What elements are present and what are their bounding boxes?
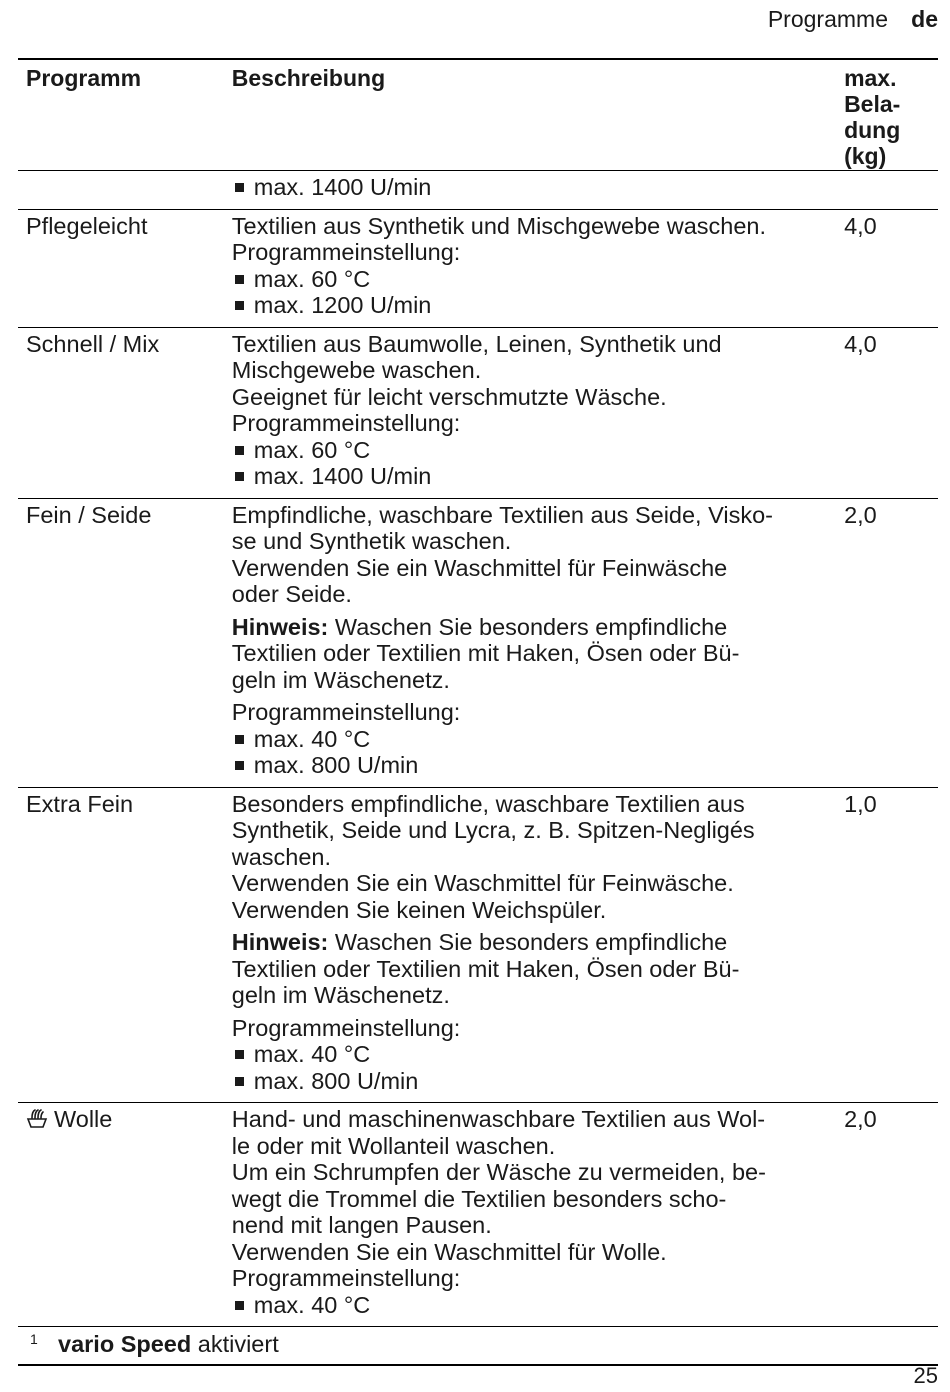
program-name: Pflegeleicht: [26, 212, 148, 239]
program-name-cell: [18, 1106, 228, 1318]
description-line: Programmeinstellung:: [231, 410, 461, 436]
footnote-mark: 1: [30, 1331, 38, 1347]
description-line: Textilien aus Baumwolle, Leinen, Synthetik und: [231, 330, 722, 357]
description-line: Verwenden Sie ein Waschmittel für Wolle.: [231, 1238, 667, 1265]
description-cell: [228, 1106, 830, 1318]
bullet-item: [232, 266, 830, 293]
load-header-line: (kg): [844, 143, 887, 169]
program-name: Extra Fein: [26, 790, 134, 817]
table-row: [18, 499, 938, 788]
description-line: Textilien oder Textilien mit Haken, Ösen oder Bü-: [231, 955, 740, 982]
description-line: Um ein Schrumpfen der Wäsche zu vermeiden, be-: [231, 1159, 766, 1185]
table-row: [18, 171, 938, 210]
page-number: 25: [913, 1363, 938, 1388]
footnote: [18, 1327, 938, 1366]
program-name-cell: [18, 174, 228, 201]
max-load-cell: [830, 174, 938, 201]
note-line: [232, 614, 830, 641]
page-header-language: de: [911, 6, 938, 32]
table-row: [18, 788, 938, 1104]
description-line: Programmeinstellung:: [231, 1265, 461, 1291]
description-line: wegt die Trommel die Textilien besonders scho-: [231, 1185, 727, 1212]
table-header-row: [18, 60, 938, 171]
description-line: waschen.: [231, 843, 332, 870]
description-cell: [228, 791, 830, 1095]
bullet-square-icon: [235, 735, 244, 744]
description-line: Synthetik, Seide und Lycra, z. B. Spitzen-Negligés: [231, 817, 755, 843]
description-line: Programmeinstellung:: [231, 699, 461, 725]
bullet-text: max. 800 U/min: [253, 1067, 419, 1094]
bullet-item: [232, 726, 830, 753]
program-name-cell: [18, 791, 228, 1095]
description-line: Verwenden Sie keinen Weichspüler.: [231, 896, 607, 923]
description-line: Besonders empfindliche, waschbare Textilien aus: [231, 790, 745, 817]
bullet-item: [232, 437, 830, 464]
bullet-item: [232, 463, 830, 490]
max-load-cell: 2,0: [844, 1106, 877, 1132]
max-load-cell: 1,0: [844, 790, 877, 817]
description-cell: [228, 502, 830, 779]
bullet-text: max. 40 °C: [253, 1291, 371, 1318]
note-text: Waschen Sie besonders empfindliche: [328, 613, 728, 640]
load-header-line: dung: [844, 117, 901, 143]
description-cell: [228, 213, 830, 319]
footnote-text: aktiviert: [191, 1331, 279, 1357]
description-line: le oder mit Wollanteil waschen.: [231, 1132, 556, 1159]
bullet-text: max. 60 °C: [253, 265, 371, 292]
table-row: [18, 1103, 938, 1327]
description-line: se und Synthetik waschen.: [231, 528, 512, 554]
wool-handwash-icon: [26, 1107, 48, 1129]
bullet-text: max. 1200 U/min: [253, 292, 432, 318]
note-label: Hinweis:: [231, 929, 329, 955]
column-header-load: [830, 62, 938, 169]
max-load-cell: 4,0: [844, 330, 877, 357]
program-name: Fein / Seide: [26, 501, 152, 528]
description-line: Textilien oder Textilien mit Haken, Ösen oder Bü-: [231, 640, 740, 666]
bullet-text: max. 800 U/min: [253, 752, 419, 778]
program-name-cell: [18, 331, 228, 490]
bullet-square-icon: [235, 275, 244, 284]
max-load-cell: 4,0: [844, 212, 877, 239]
table-row: [18, 210, 938, 328]
bullet-square-icon: [235, 446, 244, 455]
description-line: Textilien aus Synthetik und Mischgewebe waschen.: [231, 212, 767, 239]
footnote-term: vario Speed: [58, 1331, 192, 1357]
table-row: [18, 328, 938, 499]
note-text: Waschen Sie besonders empfindliche: [328, 929, 728, 955]
bullet-text: max. 1400 U/min: [253, 463, 432, 489]
load-header-line: Bela-: [844, 91, 901, 117]
bullet-item: [232, 1068, 830, 1095]
bullet-square-icon: [235, 1077, 244, 1086]
program-name-cell: [18, 213, 228, 319]
description-line: Mischgewebe waschen.: [231, 357, 482, 383]
load-header-line: max.: [844, 65, 897, 91]
note-label: Hinweis:: [231, 613, 329, 640]
description-line: Programmeinstellung:: [231, 239, 461, 265]
bullet-item: [232, 752, 830, 779]
bullet-square-icon: [235, 761, 244, 770]
description-cell: [228, 331, 830, 490]
bullet-square-icon: [235, 183, 244, 192]
page-header-section: Programme: [767, 6, 888, 32]
program-name: Schnell / Mix: [26, 330, 160, 357]
bullet-item: [232, 292, 830, 319]
description-line: Verwenden Sie ein Waschmittel für Feinwäsche.: [231, 870, 734, 896]
bullet-square-icon: [235, 1050, 244, 1059]
description-line: geln im Wäschenetz.: [231, 982, 450, 1008]
bullet-item: [232, 1292, 830, 1319]
description-line: geln im Wäschenetz.: [231, 666, 450, 693]
bullet-square-icon: [235, 472, 244, 481]
program-table: [18, 58, 938, 1366]
description-cell: [228, 174, 830, 201]
description-line: Verwenden Sie ein Waschmittel für Feinwäsche: [231, 554, 728, 581]
bullet-square-icon: [235, 301, 244, 310]
bullet-square-icon: [235, 1301, 244, 1310]
description-line: Empfindliche, waschbare Textilien aus Seide, Visko-: [231, 501, 773, 528]
description-line: oder Seide.: [231, 581, 352, 607]
description-line: Hand- und maschinenwaschbare Textilien aus Wol-: [231, 1106, 766, 1132]
description-line: Geeignet für leicht verschmutzte Wäsche.: [231, 383, 667, 410]
column-header-description: Beschreibung: [231, 65, 386, 91]
program-name: Wolle: [54, 1106, 113, 1132]
bullet-item: [232, 1041, 830, 1068]
description-line: Programmeinstellung:: [231, 1014, 461, 1041]
max-load-cell: 2,0: [844, 501, 877, 528]
bullet-text: max. 60 °C: [253, 436, 371, 463]
table-body: [18, 171, 938, 1327]
description-line: nend mit langen Pausen.: [231, 1212, 492, 1238]
note-line: [232, 929, 830, 956]
bullet-item: [232, 174, 830, 201]
bullet-text: max. 40 °C: [253, 725, 371, 752]
program-name-cell: [18, 502, 228, 779]
bullet-text: max. 1400 U/min: [253, 174, 432, 200]
bullet-text: max. 40 °C: [253, 1041, 371, 1067]
column-header-program: Programm: [26, 65, 142, 91]
